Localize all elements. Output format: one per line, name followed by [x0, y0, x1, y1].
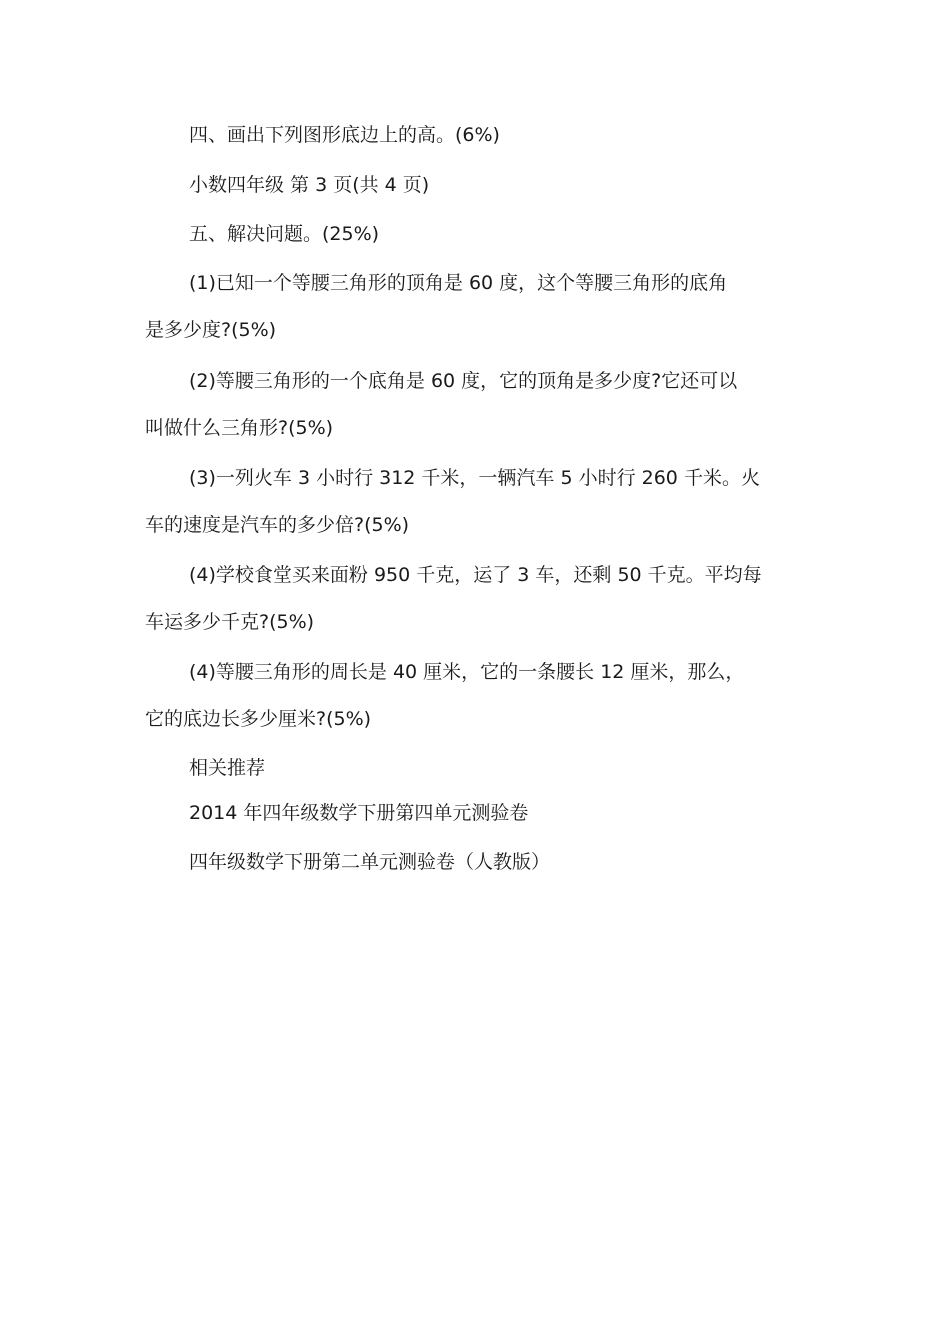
paragraph-line: 它的底边长多少厘米?(5%) — [145, 708, 372, 730]
paragraph-line: (2)等腰三角形的一个底角是 60 度，它的顶角是多少度?它还可以 — [189, 370, 738, 392]
question-4 — [145, 563, 807, 635]
section-four-heading — [145, 123, 807, 148]
related-heading-text: 相关推荐 — [189, 757, 266, 779]
related-heading — [145, 756, 807, 781]
section-five-heading — [145, 222, 807, 247]
paragraph-line: 四、画出下列图形底边上的高。(6%) — [189, 124, 500, 146]
paragraph-line: (4)等腰三角形的周长是 40 厘米，它的一条腰长 12 厘米，那么， — [189, 661, 745, 683]
related-link-1[interactable] — [145, 801, 807, 826]
question-2 — [145, 369, 807, 441]
paragraph-line: 五、解决问题。(25%) — [189, 223, 380, 245]
question-5 — [145, 660, 807, 732]
paragraph-line: (4)学校食堂买来面粉 950 千克，运了 3 车，还剩 50 千克。平均每 — [189, 564, 762, 586]
related-link-text[interactable]: 2014 年四年级数学下册第四单元测验卷 — [189, 802, 529, 824]
question-3 — [145, 466, 807, 538]
related-link-2[interactable] — [145, 850, 807, 875]
paragraph-line: 车的速度是汽车的多少倍?(5%) — [145, 514, 410, 536]
page-footer-text — [145, 173, 807, 198]
paragraph-line: 叫做什么三角形?(5%) — [145, 417, 334, 439]
paragraph-line: 是多少度?(5%) — [145, 319, 277, 341]
paragraph-line: 车运多少千克?(5%) — [145, 611, 315, 633]
question-1 — [145, 271, 807, 343]
paragraph-line: (3)一列火车 3 小时行 312 千米，一辆汽车 5 小时行 260 千米。火 — [189, 467, 760, 489]
paragraph-line: 小数四年级 第 3 页(共 4 页) — [189, 174, 430, 196]
related-link-text[interactable]: 四年级数学下册第二单元测验卷（人教版） — [189, 851, 551, 873]
paragraph-line: (1)已知一个等腰三角形的顶角是 60 度，这个等腰三角形的底角 — [189, 272, 728, 294]
